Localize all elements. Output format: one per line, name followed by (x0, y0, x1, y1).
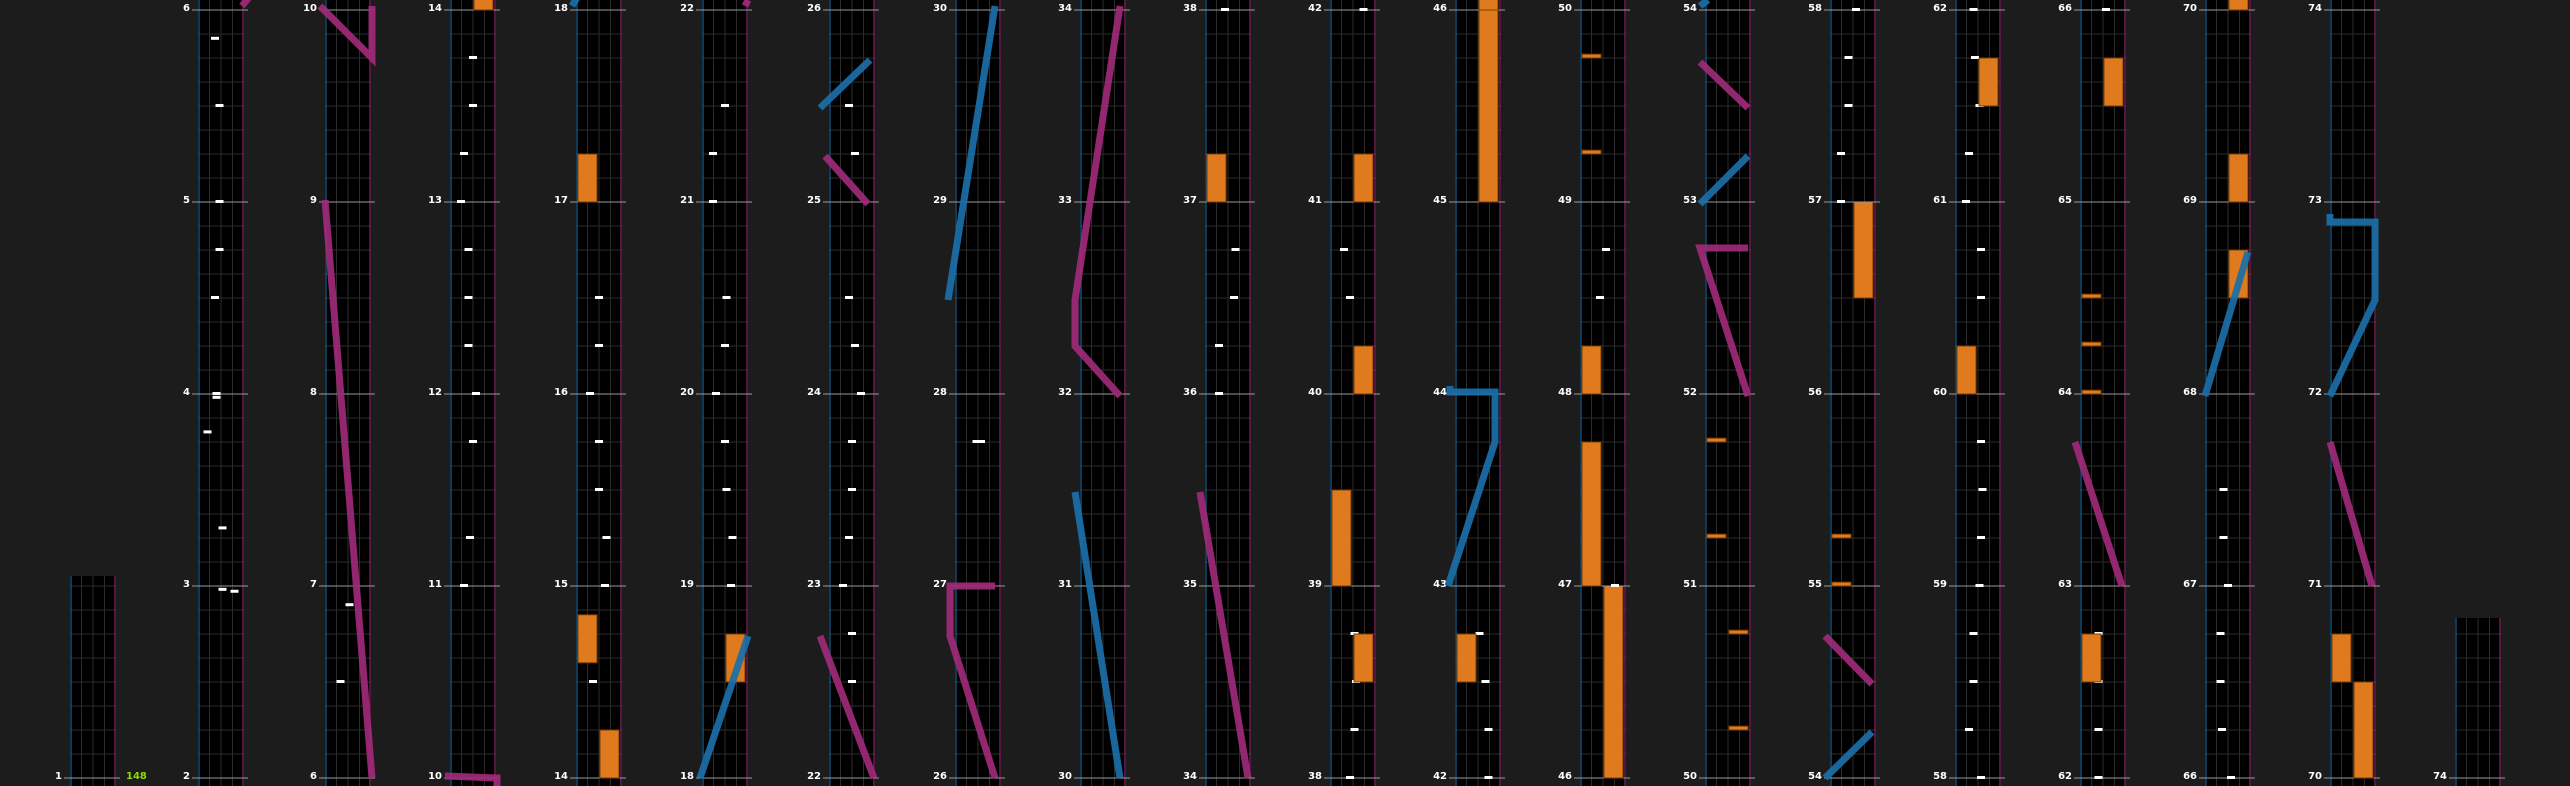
measure-number: 10 (303, 3, 317, 14)
bt-note (1971, 56, 1979, 59)
measure-number: 47 (1558, 579, 1572, 590)
bt-note (1346, 776, 1354, 779)
measure-number: 60 (1933, 387, 1947, 398)
measure-number: 17 (554, 195, 568, 206)
measure-column (183, 0, 248, 786)
measure-number: 42 (1308, 3, 1322, 14)
measure-column (933, 0, 1005, 786)
fx-hold (1582, 346, 1601, 394)
measure-number: 43 (1433, 579, 1447, 590)
bt-note (1485, 776, 1493, 779)
fx-hold (600, 730, 619, 778)
measure-number: 52 (1683, 387, 1697, 398)
bt-note (1977, 776, 1985, 779)
bt-note (848, 488, 856, 491)
bt-note (595, 344, 603, 347)
fx-hold (2354, 682, 2373, 778)
measure-number: 32 (1058, 387, 1072, 398)
fx-hold (1457, 634, 1476, 682)
fx-hold (1729, 630, 1748, 634)
bt-note (1970, 680, 1978, 683)
measure-number: 10 (428, 771, 442, 782)
measure-column (2058, 0, 2130, 786)
measure-number: 63 (2058, 579, 2072, 590)
bt-note (1970, 632, 1978, 635)
measure-number: 72 (2308, 387, 2322, 398)
fx-hold (2082, 390, 2101, 394)
fx-hold (2229, 0, 2248, 10)
bt-note (1351, 728, 1359, 731)
bt-note (2095, 776, 2103, 779)
measure-number: 12 (428, 387, 442, 398)
bt-note (346, 603, 354, 606)
bt-note (211, 37, 219, 40)
laser-segment (242, 0, 250, 6)
bt-note (2224, 584, 2232, 587)
measure-number: 25 (807, 195, 821, 206)
measure-number: 65 (2058, 195, 2072, 206)
bt-note (845, 536, 853, 539)
bt-note (1837, 152, 1845, 155)
measure-number: 70 (2183, 3, 2197, 14)
bt-note (586, 392, 594, 395)
measure-number: 27 (933, 579, 947, 590)
measure-number: 49 (1558, 195, 1572, 206)
measure-number: 51 (1683, 579, 1697, 590)
measure-column (2308, 0, 2380, 786)
measure-number: 37 (1183, 195, 1197, 206)
measure-number: 5 (183, 195, 190, 206)
measure-number: 9 (310, 195, 317, 206)
fx-hold (1832, 582, 1851, 586)
bt-note (851, 152, 859, 155)
fx-hold (578, 154, 597, 202)
bt-note (2220, 488, 2228, 491)
bt-note (1596, 296, 1604, 299)
measure-number: 33 (1058, 195, 1072, 206)
bt-note (1476, 632, 1484, 635)
fx-hold (1207, 154, 1226, 202)
fx-hold (1604, 586, 1623, 778)
measure-number: 62 (2058, 771, 2072, 782)
measure-number: 74 (2433, 771, 2447, 782)
measure-number: 24 (807, 387, 821, 398)
bt-note (845, 296, 853, 299)
measure-number: 48 (1558, 387, 1572, 398)
bt-note (2217, 680, 2225, 683)
fx-hold (1582, 150, 1601, 154)
bt-note (727, 584, 735, 587)
measure-number: 13 (428, 195, 442, 206)
measure-number: 1 (55, 771, 62, 782)
bt-note (472, 392, 480, 395)
bt-note (1977, 296, 1985, 299)
measure-number: 22 (807, 771, 821, 782)
measure-number: 41 (1308, 195, 1322, 206)
bt-note (213, 396, 221, 399)
fx-hold (2082, 634, 2101, 682)
measure-number: 6 (183, 3, 190, 14)
bt-note (1346, 296, 1354, 299)
bt-note (723, 296, 731, 299)
measure-number: 14 (428, 3, 442, 14)
bt-note (1611, 584, 1619, 587)
bt-note (1232, 248, 1240, 251)
bt-note (460, 152, 468, 155)
bt-note (709, 200, 717, 203)
measure-number: 64 (2058, 387, 2072, 398)
fx-hold (2229, 154, 2248, 202)
bt-note (848, 680, 856, 683)
bt-note (1970, 8, 1978, 11)
measure-number: 58 (1933, 771, 1947, 782)
bt-note (595, 440, 603, 443)
bt-note (469, 440, 477, 443)
bt-note (1215, 344, 1223, 347)
fx-hold (474, 0, 493, 10)
bt-note (709, 152, 717, 155)
bt-note (2102, 8, 2110, 11)
measure-number: 38 (1183, 3, 1197, 14)
bt-note (465, 344, 473, 347)
measure-number: 39 (1308, 579, 1322, 590)
bt-note (729, 536, 737, 539)
measure-number: 54 (1683, 3, 1697, 14)
chart-columns (55, 0, 2505, 786)
bt-note (1602, 248, 1610, 251)
bt-note (1977, 440, 1985, 443)
bt-note (595, 488, 603, 491)
bt-note (845, 104, 853, 107)
measure-number: 35 (1183, 579, 1197, 590)
measure-number: 50 (1558, 3, 1572, 14)
bt-note (1845, 104, 1853, 107)
bt-note (595, 296, 603, 299)
measure-number: 71 (2308, 579, 2322, 590)
bt-note (1977, 536, 1985, 539)
fx-hold (2082, 294, 2101, 298)
bt-note (216, 104, 224, 107)
measure-column (1808, 0, 1880, 786)
measure-number: 73 (2308, 195, 2322, 206)
bt-note (2227, 776, 2235, 779)
bt-note (213, 392, 221, 395)
bt-note (1962, 200, 1970, 203)
measure-number: 54 (1808, 771, 1822, 782)
bt-note (2218, 728, 2226, 731)
measure-number: 3 (183, 579, 190, 590)
fx-hold (1707, 438, 1726, 442)
fx-hold (1832, 534, 1851, 538)
measure-number: 8 (310, 387, 317, 398)
measure-number: 46 (1558, 771, 1572, 782)
bt-note (589, 680, 597, 683)
measure-number: 46 (1433, 3, 1447, 14)
bt-note (1965, 728, 1973, 731)
bt-note (219, 526, 227, 529)
measure-number: 22 (680, 3, 694, 14)
bt-note (1482, 680, 1490, 683)
fx-hold (1354, 346, 1373, 394)
bt-note (216, 200, 224, 203)
bt-note (1976, 584, 1984, 587)
fx-hold (1479, 0, 1498, 10)
laser-segment (745, 0, 748, 6)
bt-note (1485, 728, 1493, 731)
measure-number: 30 (933, 3, 947, 14)
fx-hold (1354, 634, 1373, 682)
bt-note (848, 632, 856, 635)
measure-number: 11 (428, 579, 442, 590)
fx-hold (1582, 442, 1601, 586)
bt-note (469, 104, 477, 107)
measure-number: 34 (1058, 3, 1072, 14)
fx-hold (1957, 346, 1976, 394)
measure-number: 34 (1183, 771, 1197, 782)
measure-number: 40 (1308, 387, 1322, 398)
measure-number: 67 (2183, 579, 2197, 590)
measure-column (807, 0, 879, 786)
bt-note (204, 430, 212, 433)
bt-note (231, 590, 239, 593)
bt-note (465, 248, 473, 251)
measure-number: 50 (1683, 771, 1697, 782)
measure-column (1933, 0, 2005, 786)
measure-number: 14 (554, 771, 568, 782)
bt-note (211, 296, 219, 299)
bt-note (469, 56, 477, 59)
bt-note (1215, 392, 1223, 395)
bt-note (1979, 488, 1987, 491)
bpm-label: 148 (126, 771, 147, 782)
measure-number: 36 (1183, 387, 1197, 398)
fx-hold (1354, 154, 1373, 202)
bt-note (723, 488, 731, 491)
bt-note (1360, 8, 1368, 11)
measure-number: 16 (554, 387, 568, 398)
measure-number: 15 (554, 579, 568, 590)
measure-number: 68 (2183, 387, 2197, 398)
measure-number: 61 (1933, 195, 1947, 206)
bt-note (219, 588, 227, 591)
bt-note (1340, 248, 1348, 251)
fx-hold (1332, 490, 1351, 586)
fx-hold (2332, 634, 2351, 682)
bt-note (977, 440, 985, 443)
measure-number: 20 (680, 387, 694, 398)
measure-number: 55 (1808, 579, 1822, 590)
bt-note (1837, 200, 1845, 203)
fx-hold (2104, 58, 2123, 106)
fx-hold (1729, 726, 1748, 730)
bt-note (460, 584, 468, 587)
measure-column (1308, 0, 1380, 786)
bt-note (1230, 296, 1238, 299)
bt-note (1965, 152, 1973, 155)
bt-note (457, 200, 465, 203)
bt-note (839, 584, 847, 587)
measure-column (1183, 0, 1255, 786)
measure-number: 69 (2183, 195, 2197, 206)
bt-note (337, 680, 345, 683)
bt-note (1845, 56, 1853, 59)
measure-column (2183, 0, 2255, 786)
measure-number: 42 (1433, 771, 1447, 782)
measure-number: 38 (1308, 771, 1322, 782)
bt-note (848, 440, 856, 443)
measure-number: 2 (183, 771, 190, 782)
measure-number: 7 (310, 579, 317, 590)
fx-hold (1582, 54, 1601, 58)
measure-number: 23 (807, 579, 821, 590)
bt-note (721, 344, 729, 347)
laser-segment (1700, 0, 1708, 6)
measure-column (680, 0, 752, 786)
bt-note (465, 296, 473, 299)
measure-number: 74 (2308, 3, 2322, 14)
bt-note (1852, 8, 1860, 11)
fx-hold (1979, 58, 1998, 106)
bt-note (712, 392, 720, 395)
bt-note (2220, 536, 2228, 539)
bt-note (2095, 728, 2103, 731)
measure-number: 18 (680, 771, 694, 782)
measure-number: 62 (1933, 3, 1947, 14)
measure-number: 28 (933, 387, 947, 398)
measure-number: 56 (1808, 387, 1822, 398)
bt-note (857, 392, 865, 395)
measure-column (554, 0, 626, 786)
measure-number: 6 (310, 771, 317, 782)
bt-note (601, 584, 609, 587)
measure-number: 66 (2058, 3, 2072, 14)
fx-hold (1854, 202, 1873, 298)
measure-column (1558, 0, 1630, 786)
bt-note (1221, 8, 1229, 11)
measure-number: 44 (1433, 387, 1447, 398)
measure-number: 19 (680, 579, 694, 590)
bt-note (2217, 632, 2225, 635)
measure-number: 58 (1808, 3, 1822, 14)
measure-number: 26 (807, 3, 821, 14)
fx-hold (1479, 10, 1498, 202)
measure-number: 53 (1683, 195, 1697, 206)
measure-number: 4 (183, 387, 190, 398)
fx-hold (1707, 534, 1726, 538)
bt-note (721, 440, 729, 443)
measure-number: 26 (933, 771, 947, 782)
bt-note (1977, 248, 1985, 251)
bt-note (216, 248, 224, 251)
fx-hold (2082, 342, 2101, 346)
bt-note (851, 344, 859, 347)
measure-number: 66 (2183, 771, 2197, 782)
measure-number: 21 (680, 195, 694, 206)
measure-number: 31 (1058, 579, 1072, 590)
measure-number: 18 (554, 3, 568, 14)
measure-number: 45 (1433, 195, 1447, 206)
measure-number: 30 (1058, 771, 1072, 782)
measure-column (55, 576, 120, 786)
bt-note (466, 536, 474, 539)
measure-column (428, 0, 500, 786)
bt-note (721, 104, 729, 107)
fx-hold (578, 615, 597, 663)
measure-number: 29 (933, 195, 947, 206)
measure-column (2433, 618, 2505, 786)
measure-number: 59 (1933, 579, 1947, 590)
measure-number: 70 (2308, 771, 2322, 782)
bt-note (603, 536, 611, 539)
measure-number: 57 (1808, 195, 1822, 206)
